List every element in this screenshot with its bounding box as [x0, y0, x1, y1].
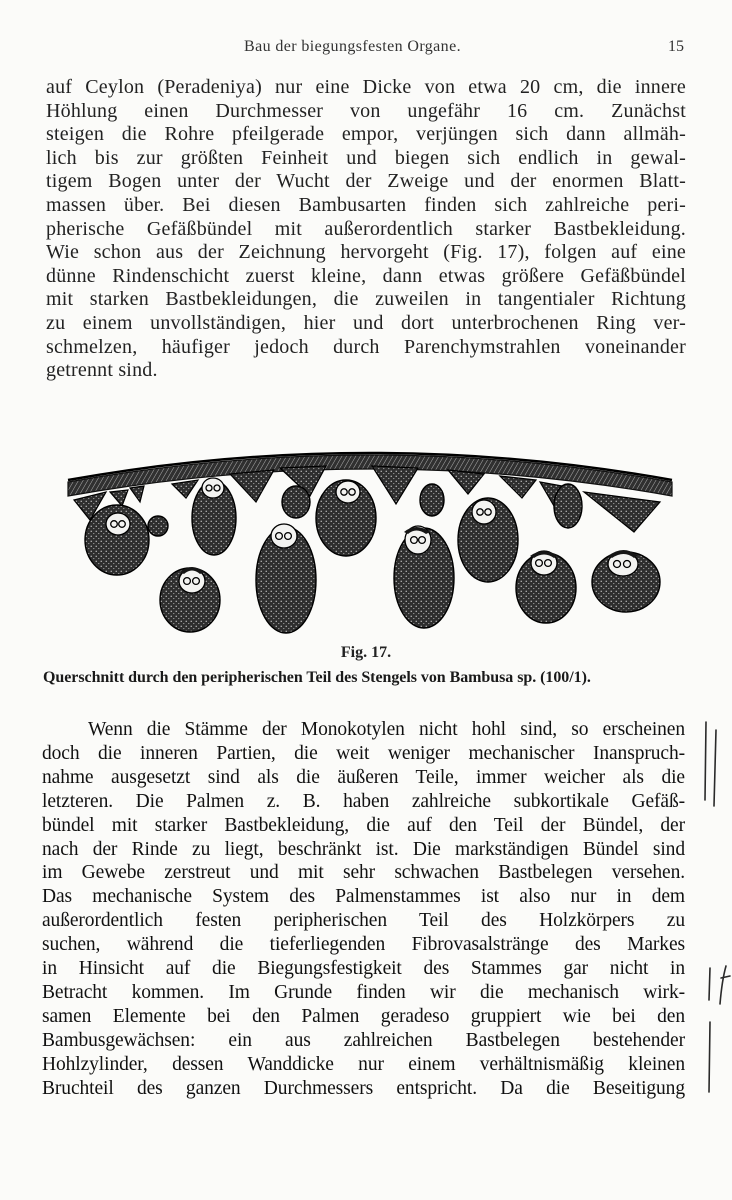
text-line: Hohlzylinder, dessen Wanddicke nur einem verhältnismäßig kleinen	[42, 1053, 685, 1075]
text-line: auf Ceylon (Peradeniya) nur eine Dicke von etwa 20 cm, die innere	[46, 76, 686, 98]
text-line: im Gewebe zerstreut und mit sehr schwachen Bastbelegen versehen.	[42, 862, 685, 884]
running-title: Bau der biegungsfesten Organe.	[244, 38, 461, 55]
text-line: Bambusgewächsen: ein aus zahlreichen Bastbelegen bestehender	[42, 1029, 685, 1051]
text-line: schmelzen, häufiger jedoch durch Parenchymstrahlen voneinander	[46, 335, 686, 358]
paragraph-2	[42, 718, 685, 1101]
text-line: zu einem unvollständigen, hier und dort unterbrochenen Ring ver-	[46, 311, 686, 334]
text-line: Betracht kommen. Im Grunde finden wir die mechanisch wirk-	[42, 981, 685, 1003]
text-line: mit starken Bastbekleidungen, die zuweilen in tangentialer Richtung	[46, 288, 686, 311]
text-line: tigem Bogen unter der Wucht der Zweige und der enormen Blatt-	[46, 170, 686, 193]
text-line: doch die inneren Partien, die weit weniger mechanischer Inanspruch-	[42, 742, 685, 764]
text-line: pherische Gefäßbündel mit außerordentlich starker Bastbekleidung.	[46, 217, 686, 240]
epidermis-band	[68, 455, 672, 496]
text-line: bündel mit starker Bastbekleidung, die auf den Teil der Bündel, der	[42, 814, 685, 836]
text-line: samen Elemente bei den Palmen geradeso gruppiert wie bei den	[42, 1005, 685, 1027]
paragraph-1	[46, 76, 686, 383]
text-line: getrennt sind.	[46, 359, 158, 382]
text-line: letzteren. Die Palmen z. B. haben zahlreiche subkortikale Gefäß-	[42, 790, 685, 812]
text-line: lich bis zur größten Feinheit und biegen sich endlich in gewal-	[46, 146, 686, 169]
text-line: massen über. Bei diesen Bambusarten finden sich zahlreiche peri-	[46, 193, 686, 216]
text-line: Bruchteil des ganzen Durchmessers entspricht. Da die Beseitigung	[42, 1077, 685, 1099]
text-line: steigen die Rohre pfeilgerade empor, verjüngen sich dann allmäh-	[46, 123, 686, 146]
text-line: Höhlung einen Durchmesser von ungefähr 16 cm. Zunächst	[46, 99, 686, 122]
running-header	[0, 36, 732, 60]
text-line: außerordentlich festen peripherischen Teil des Holzkörpers zu	[42, 910, 685, 932]
text-line: suchen, während die tieferliegenden Fibrovasalstränge des Markes	[42, 934, 685, 956]
text-line: nahme ausgesetzt sind als die äußeren Teile, immer weicher als die	[42, 766, 685, 788]
text-line: nach der Rinde zu liegt, beschränkt ist. Die markständigen Bündel sind	[42, 838, 685, 860]
vascular-bundles	[85, 480, 660, 633]
figure-caption: Querschnitt durch den peripherischen Teil des Stengels von Bambusa sp. (100/1).	[43, 669, 591, 686]
page-number: 15	[668, 38, 684, 55]
text-line: in Hinsicht auf die Biegungsfestigkeit des Stammes gar nicht in	[42, 958, 685, 980]
text-line: Wenn die Stämme der Monokotylen nicht hohl sind, so erscheinen	[88, 719, 685, 740]
figure-label: Fig. 17.	[340, 644, 392, 661]
text-line: dünne Rindenschicht zuerst kleine, dann etwas größere Gefäßbündel	[46, 264, 686, 287]
text-line: Wie schon aus der Zeichnung hervorgeht (Fig. 17), folgen auf eine	[46, 241, 686, 264]
bambusa-cross-section-figure	[60, 440, 680, 640]
text-line: Das mechanische System des Palmenstammes ist also nur in dem	[42, 886, 685, 908]
